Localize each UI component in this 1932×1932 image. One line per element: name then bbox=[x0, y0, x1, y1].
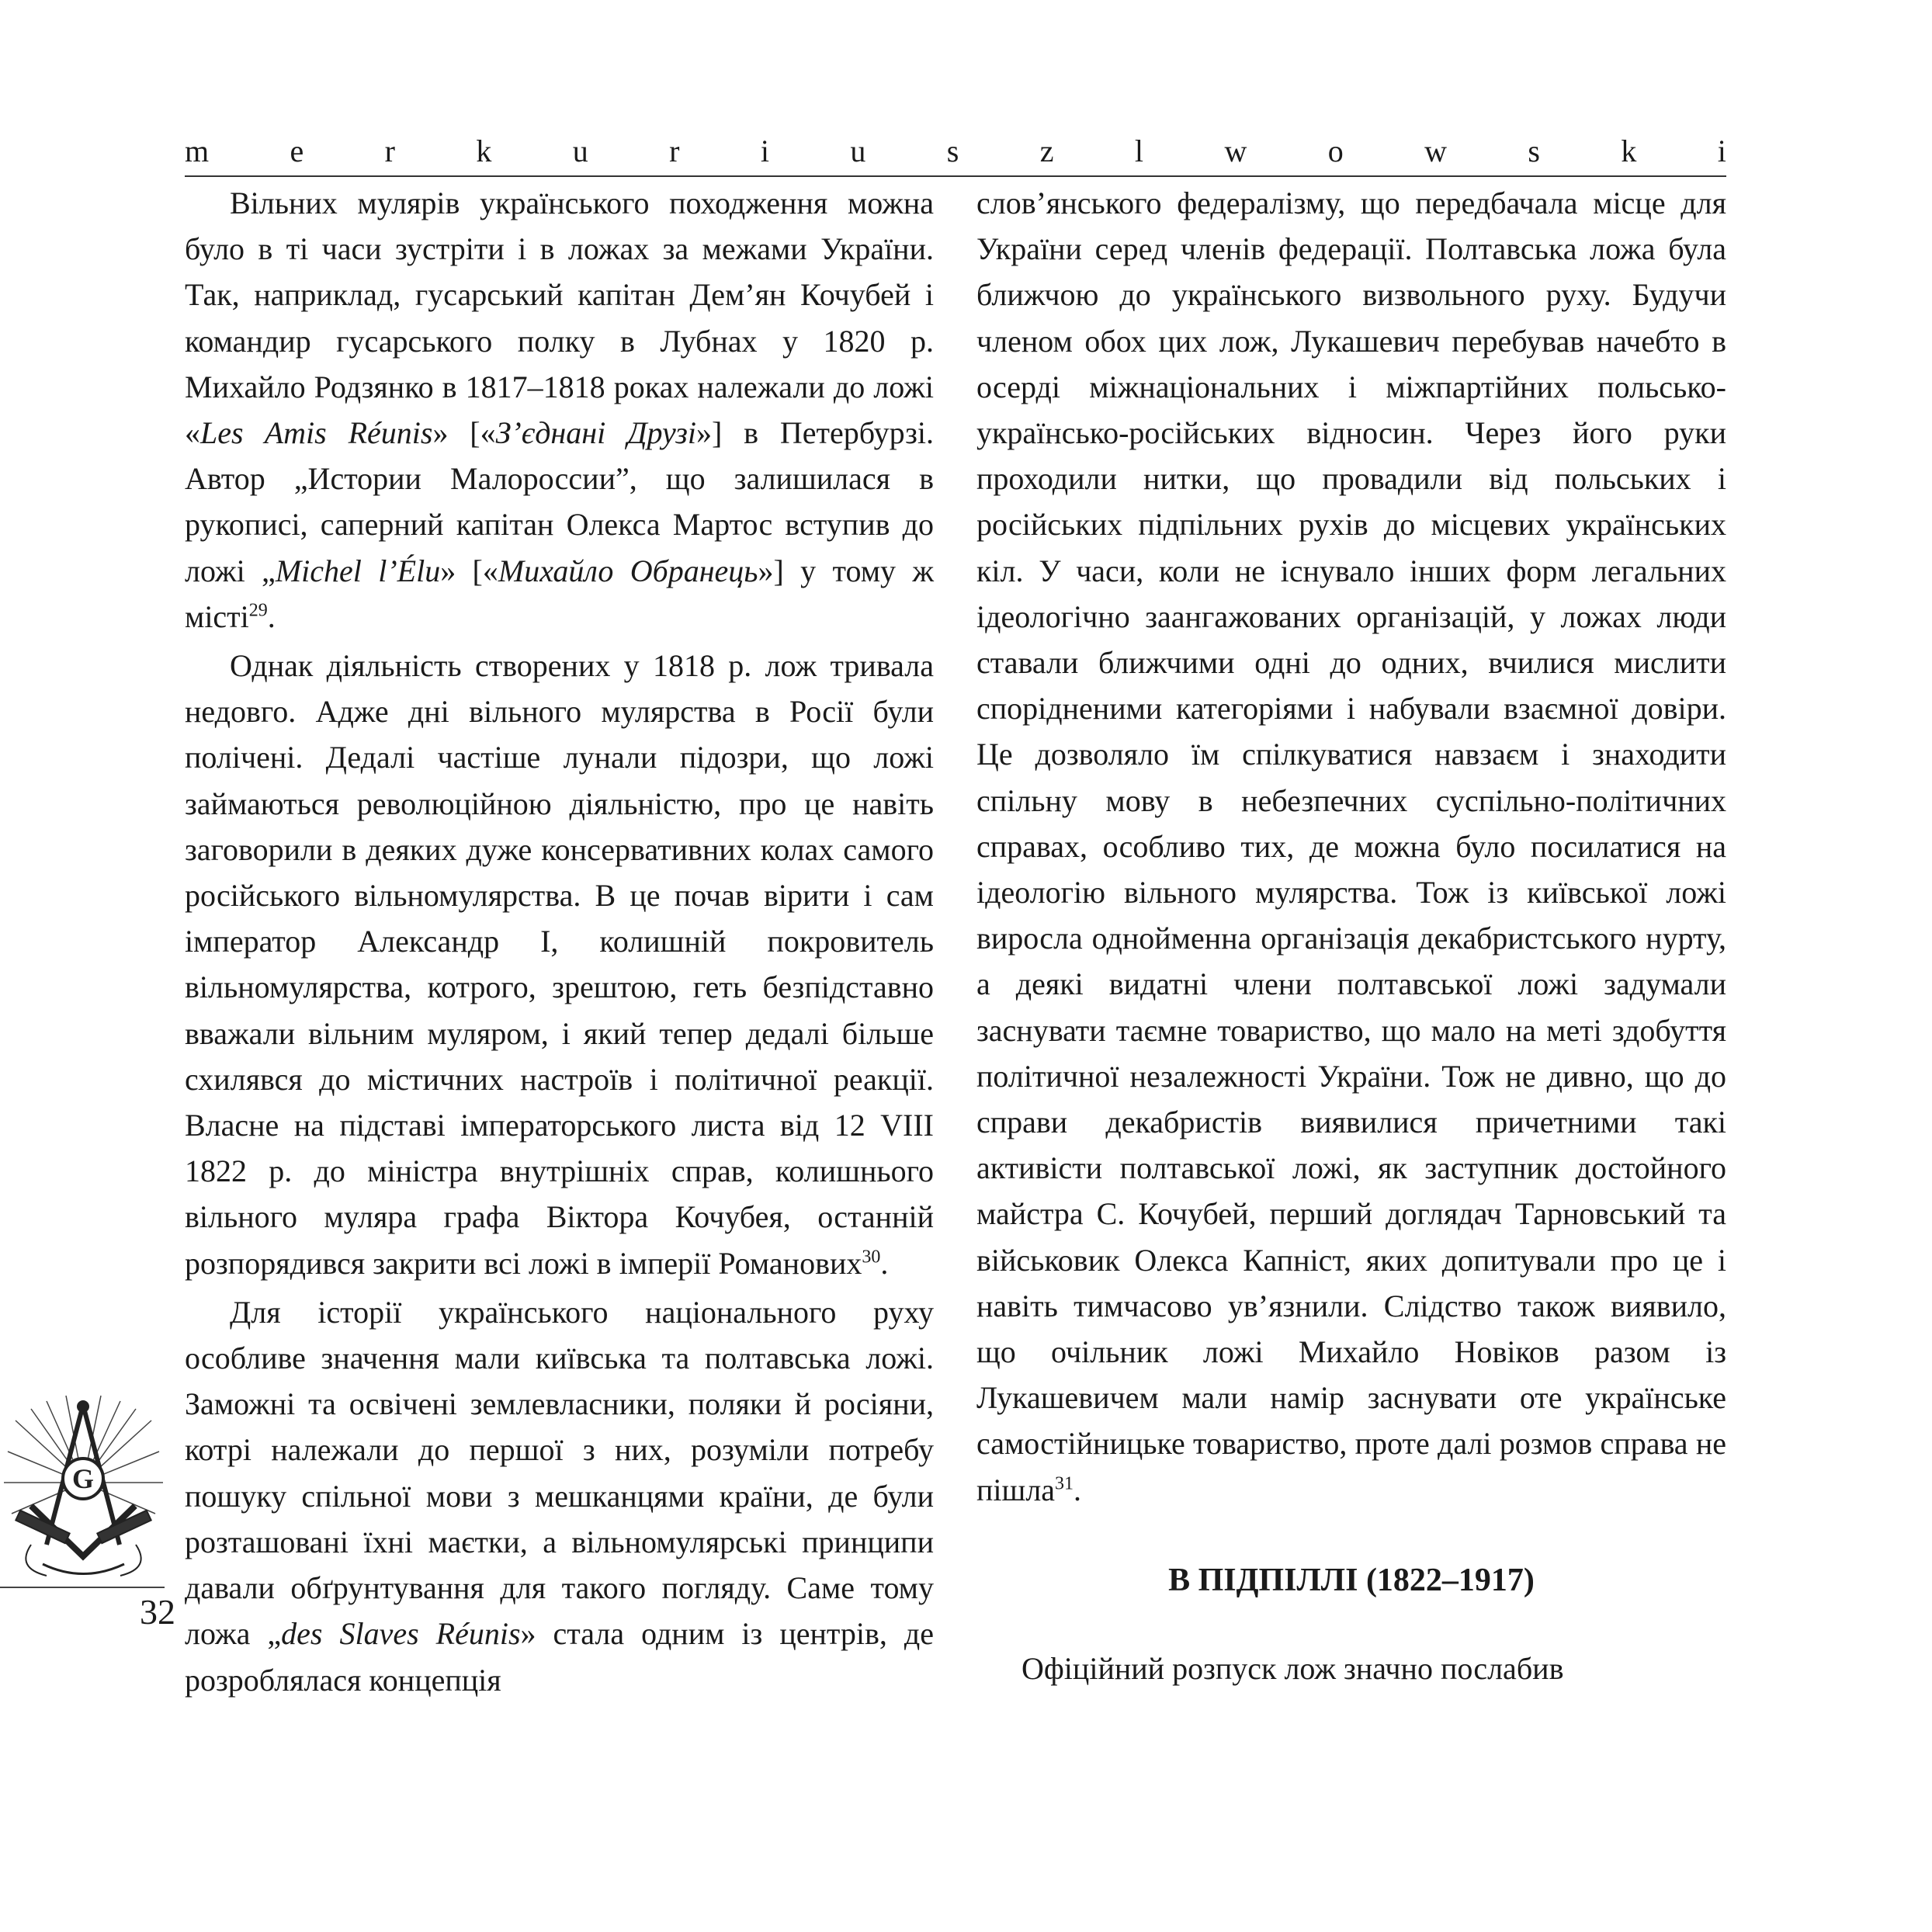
paragraph-continued bbox=[976, 180, 1726, 1513]
right-column bbox=[976, 180, 1726, 1691]
header-letter: z bbox=[1039, 134, 1054, 168]
text-run: слов’янського федералізму, що передбачала місце для України серед членів федерації. Полтавська ложа була ближчою до українського визвольного руху. Будучи членом обох цих лож, Лукашевич перебував начебто в осерді міжнаціональних і міжпартійних польсько-українсько-російських відносин. Через його руки проходили нитки, що провадили від польських і російських підпільних рухів до місцевих українських кіл. У часи, коли не існувало інших форм легальних ідеологічно заангажованих організацій, у ложах люди ставали ближчими одні до одних, вчилися мислити спорідненими категоріями і набували взаємної довіри. Це дозволяло їм спілкуватися навзаєм і знаходити спільну мову в небезпечних суспільно-політичних справах, особливо тих, де можна було посилатися на ідеологію вільного мулярства. Тож із київської ложі виросла однойменна організація декабристського нурту, а деякі видатні члени полтавської ложі задумали заснувати таємне товариство, що мало на меті здобуття політичної незалежності України. Тож не дивно, що до справи декабристів виявилися причетними такі активісти полтавської ложі, як заступник достойного майстра С. Кочубей, перший доглядач Тарновський та військовик Олекса Капніст, яких допитували про це і навіть тимчасово ув’язнили. Слідство також виявило, що очільник ложі Михайло Новіков разом із Лукашевичем мали намір заснувати оте українське самостійницьке товариство, проте далі розмов справа не пішла bbox=[976, 186, 1726, 1507]
italic-title: Les Amis Réunis bbox=[200, 415, 433, 451]
section-heading: В ПІДПІЛЛІ (1822–1917) bbox=[1168, 1562, 1535, 1598]
footnote-ref[interactable]: 29 bbox=[248, 600, 268, 621]
text-run: »] у тому ж місті bbox=[185, 553, 934, 634]
header-letter: m bbox=[185, 134, 210, 168]
svg-text:G: G bbox=[71, 1463, 95, 1494]
header-letter: i bbox=[760, 134, 770, 168]
text-run: . bbox=[880, 1245, 889, 1281]
running-header bbox=[185, 134, 1726, 169]
text-run: » [« bbox=[432, 415, 496, 451]
header-letter: o bbox=[1327, 134, 1344, 168]
italic-title: З’єднані Друзі bbox=[495, 415, 696, 451]
page-number: 32 bbox=[140, 1592, 175, 1632]
text-run: » стала одним із центрів, де розроблялася концепція bbox=[185, 1616, 935, 1698]
text-run: Вільних мулярів українського походження можна було в ті часи зустріти і в ложах за межами України. Так, наприклад, гусарський капітан Дем’ян Кочубей і командир гусарського полку в Лубнах у 1820 р. Михайло Родзянко в 1817–1818 роках належали до ложі « bbox=[185, 186, 934, 451]
paragraph-1 bbox=[185, 180, 934, 640]
paragraph-3 bbox=[185, 1289, 934, 1703]
header-letter: u bbox=[572, 134, 588, 168]
header-letter: k bbox=[1621, 134, 1637, 168]
header-letter: w bbox=[1424, 134, 1447, 168]
text-run: . bbox=[1074, 1472, 1082, 1507]
text-run: . bbox=[267, 598, 276, 634]
masonic-emblem-icon bbox=[0, 1389, 167, 1583]
header-letter: k bbox=[476, 134, 492, 168]
margin-rule bbox=[0, 1587, 165, 1588]
left-column bbox=[185, 180, 934, 1703]
header-letter: s bbox=[946, 134, 959, 168]
text-run: Для історії українського національного руху особливе значення мали київська та полтавська ложі. Заможні та освічені землевласники, поляки й росіяни, котрі належали до першої з них, розуміли потребу пошуку спільної мови з мешканцями країни, де були розташовані їхні маєтки, а вільномулярські принципи давали обґрунтування для такого погляду. Саме тому ложа „ bbox=[185, 1294, 934, 1652]
footnote-ref[interactable]: 30 bbox=[862, 1247, 881, 1268]
italic-title: Michel l’Élu bbox=[275, 553, 441, 588]
text-run: »] в Петербурзі. Автор „Истории Малороссии”, що залишилася в рукописі, саперний капітан Олекса Мартос вступив до ложі „ bbox=[185, 415, 935, 588]
header-letter: i bbox=[1717, 134, 1726, 168]
header-letter: w bbox=[1224, 134, 1247, 168]
footnote-ref[interactable]: 31 bbox=[1055, 1473, 1074, 1494]
header-letter: r bbox=[669, 134, 680, 168]
paragraph-2 bbox=[185, 643, 934, 1286]
header-rule bbox=[185, 175, 1726, 177]
header-letter: l bbox=[1134, 134, 1144, 168]
italic-title: Михайло Обранець bbox=[498, 553, 758, 588]
header-letter: r bbox=[384, 134, 395, 168]
text-run: » [« bbox=[440, 553, 498, 588]
text-run: Однак діяльність створених у 1818 р. лож тривала недовго. Адже дні вільного мулярства в Росії були полічені. Дедалі частіше лунали підозри, що ложі займаються революційною діяльністю, про це навіть заговорили в деяких дуже консервативних колах самого російського вільномулярства. В це почав вірити і сам імператор Александр І, колишній покровитель вільномулярства, котрого, зрештою, геть безпідставно вважали вільним муляром, і який тепер дедалі більше схилявся до містичних настроїв і політичної реакції. Власне на підставі імператорського листа від 12 VIII 1822 р. до міністра внутрішніх справ, колишнього вільного муляра графа Віктора Кочубея, останній розпорядився закрити всі ложі в імперії Романових bbox=[185, 648, 934, 1281]
paragraph-4: Офіційний розпуск лож значно послабив bbox=[1021, 1651, 1564, 1687]
header-letter: u bbox=[850, 134, 866, 168]
header-letter: s bbox=[1528, 134, 1540, 168]
header-letter: e bbox=[290, 134, 304, 168]
italic-title: des Slaves Réunis bbox=[281, 1616, 521, 1652]
